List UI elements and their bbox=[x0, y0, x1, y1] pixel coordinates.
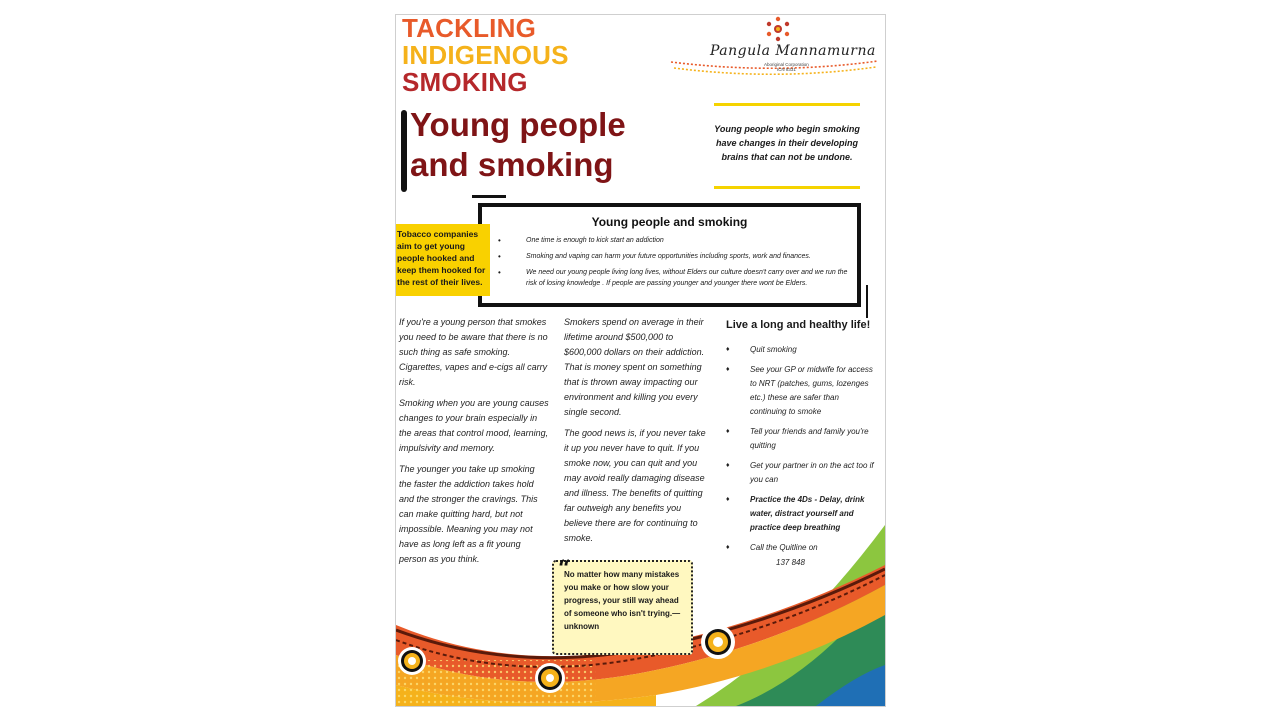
logo-subtitle bbox=[764, 62, 809, 72]
paragraph: If you're a young person that smokes you need to be aware that there is no such thing as safe smoking. Cigarettes, vapes and e-cigs all carry risk. bbox=[399, 317, 548, 387]
tip-item: ♦ See your GP or midwife for access to NRT (patches, gums, lozenges etc.) these are safer than continuing to smoke bbox=[716, 363, 876, 419]
brand-line-2: INDIGENOUS bbox=[402, 40, 569, 70]
title-accent-bar bbox=[401, 110, 407, 192]
concentric-circle-icon bbox=[535, 663, 565, 693]
key-point: • One time is enough to kick start an addiction bbox=[502, 235, 849, 246]
page-title bbox=[410, 105, 626, 185]
quote-text: No matter how many mistakes you make or how slow your progress, your still way ahead of someone who isn't trying.—unknown bbox=[564, 570, 681, 631]
logo-sub-line-1: Aboriginal Corporation bbox=[764, 62, 809, 67]
tip-item: ♦ Get your partner in on the act too if you can bbox=[716, 459, 876, 487]
logo-name: Pangula Mannamurna bbox=[710, 43, 876, 59]
quitline-number: 137 848 bbox=[776, 558, 805, 567]
tobacco-callout-text: Tobacco companies aim to get young people hooked and keep them hooked for the rest of their lives. bbox=[397, 229, 486, 287]
quote-mark-icon: “ bbox=[558, 556, 571, 582]
paragraph: The good news is, if you never take it up you never have to quit. If you smoke now, you can quit and you may avoid really damaging disease and illness. The benefits of quitting far outweigh any benefits you believe there are for continuing to smoke. bbox=[564, 428, 706, 543]
brand-heading bbox=[402, 15, 569, 96]
key-point: • We need our young people living long lives, without Elders our culture doesn't carry over and we run the risk of losing knowledge . If people are passing younger and younger there wont be Elders. bbox=[502, 267, 849, 289]
paragraph: Smoking when you are young causes changes to your brain especially in the areas that control mood, learning, impulsivity and memory. bbox=[399, 398, 549, 453]
quote-bubble bbox=[552, 556, 693, 655]
tobacco-callout bbox=[396, 224, 490, 296]
title-line-1: Young people bbox=[410, 106, 626, 143]
brand-line-1: TACKLING bbox=[402, 14, 536, 43]
healthy-life-list bbox=[716, 343, 876, 555]
tip-item: ♦ Tell your friends and family you're quitting bbox=[716, 425, 876, 453]
tip-item: ♦ Practice the 4Ds - Delay, drink water, distract yourself and practice deep breathing bbox=[716, 493, 876, 535]
concentric-circle-icon bbox=[701, 625, 735, 659]
key-points-title: Young people and smoking bbox=[591, 215, 748, 229]
organisation-logo bbox=[666, 15, 881, 85]
concentric-circle-icon bbox=[398, 647, 426, 675]
tip-item: ♦ Quit smoking bbox=[716, 343, 876, 357]
flyer-page bbox=[395, 14, 886, 707]
box-decoration-top bbox=[472, 195, 506, 198]
key-points-box bbox=[478, 203, 861, 307]
paragraph: The younger you take up smoking the faster the addiction takes hold and the stronger the cravings. This can make quitting hard, but not impossible. Meaning you may not have as long left as a fit young person as you think. bbox=[399, 464, 538, 564]
brand-line-3: SMOKING bbox=[402, 67, 528, 97]
column-cost bbox=[564, 315, 712, 552]
brain-note-text: Young people who begin smoking have changes in their developing brains that can not be undone. bbox=[714, 124, 860, 162]
brain-note bbox=[714, 103, 860, 189]
box-decoration-right bbox=[866, 285, 868, 318]
tip-item: ♦ Call the Quitline on bbox=[716, 541, 876, 555]
paragraph: Smokers spend on average in their lifetime around $500,000 to $600,000 dollars on their addiction. That is money spent on something that is thrown away impacting our environment and killing you every single second. bbox=[564, 317, 705, 417]
key-points-list bbox=[482, 235, 857, 289]
logo-sub-line-2: ICN 8331 bbox=[776, 67, 796, 72]
key-point: • Smoking and vaping can harm your future opportunities including sports, work and finances. bbox=[502, 251, 849, 262]
title-line-2: and smoking bbox=[410, 146, 614, 183]
healthy-life-heading: Live a long and healthy life! bbox=[726, 319, 871, 331]
